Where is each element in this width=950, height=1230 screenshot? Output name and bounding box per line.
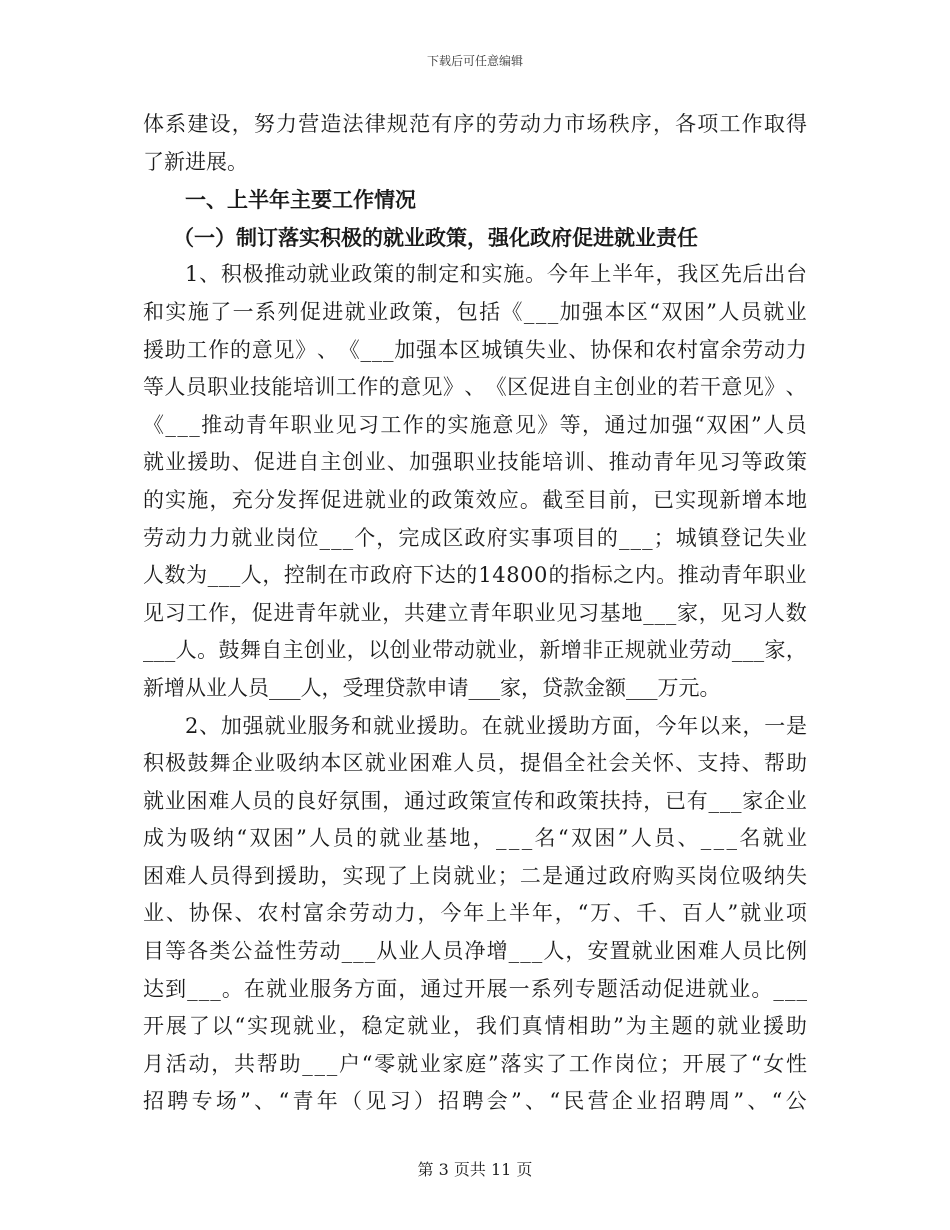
text-line: 月 活 动 ， 共 帮 助 _ _ _ 户 “ 零 就 业 家 庭 ” 落 实 了 工 作 岗 位 ； 开 展 了 “ 女 性 [143, 1051, 807, 1076]
text-line: 新增从业人员___人，受理贷款申请___家，贷款金额___万元。 [143, 675, 721, 700]
text-line: _ _ _ 人 。 鼓 舞 自 主 创 业 ， 以 创 业 带 动 就 业 ， 新 增 非 正 规 就 业 劳 动 _ _ _ 家 ， [143, 638, 807, 663]
text-line: 人 数 为 _ _ _ 人 ， 控 制 在 市 政 府 下 达 的 1 4 8 0 0 的 指 标 之 内 。 推 动 青 年 职 业 [143, 563, 807, 588]
text-line: 成 为 吸 纳 “ 双 困 ” 人 员 的 就 业 基 地 ， _ _ _ 名 “ 双 困 ” 人 员 、 _ _ _ 名 就 业 [143, 826, 807, 851]
text-line: 见 习 工 作 ， 促 进 青 年 就 业 ， 共 建 立 青 年 职 业 见 习 基 地 _ _ _ 家 ， 见 习 人 数 [143, 600, 807, 625]
text-line: 《 _ _ _ 推 动 青 年 职 业 见 习 工 作 的 实 施 意 见 》 等 ， 通 过 加 强 “ 双 困 ” 人 员 [143, 412, 807, 437]
page-footer: 第 3 页共 11 页 [417, 1160, 533, 1179]
document-body [143, 106, 807, 1121]
text-line: 就 业 困 难 人 员 的 良 好 氛 围 ， 通 过 政 策 宣 传 和 政 策 扶 持 ， 已 有 _ _ _ 家 企 业 [143, 788, 807, 813]
text-line: 困 难 人 员 得 到 援 助 ， 实 现 了 上 岗 就 业 ； 二 是 通 过 政 府 购 买 岗 位 吸 纳 失 [143, 863, 807, 888]
section-heading: 一、上半年主要工作情况 [185, 187, 416, 213]
section-heading: （一）制订落实积极的就业政策，强化政府促进就业责任 [173, 224, 698, 250]
text-line: 体 系 建 设 ， 努 力 营 造 法 律 规 范 有 序 的 劳 动 力 市 场 秩 序 ， 各 项 工 作 取 得 [143, 112, 807, 136]
text-line: 2 、 加 强 就 业 服 务 和 就 业 援 助 。 在 就 业 援 助 方 面 ， 今 年 以 来 ， 一 是 [185, 713, 807, 738]
text-line: 业 、 协 保 、 农 村 富 余 劳 动 力 ， 今 年 上 半 年 ， “ 万 、 千 、 百 人 ” 就 业 项 [143, 901, 807, 926]
text-line: 等 人 员 职 业 技 能 培 训 工 作 的 意 见 》 、 《 区 促 进 自 主 创 业 的 若 干 意 见 》 、 [143, 375, 807, 400]
text-line: 1 、 积 极 推 动 就 业 政 策 的 制 定 和 实 施 。 今 年 上 半 年 ， 我 区 先 后 出 台 [185, 262, 807, 287]
text-line: 和 实 施 了 一 系 列 促 进 就 业 政 策 ， 包 括 《 _ _ _ 加 强 本 区 “ 双 困 ” 人 员 就 业 [143, 299, 807, 324]
text-line: 积 极 鼓 舞 企 业 吸 纳 本 区 就 业 困 难 人 员 ， 提 倡 全 社 会 关 怀 、 支 持 、 帮 助 [143, 751, 807, 776]
text-line: 了新进展。 [143, 149, 248, 174]
page-header: 下载后可任意编辑 [426, 54, 523, 68]
text-line: 援 助 工 作 的 意 见 》 、 《 _ _ _ 加 强 本 区 城 镇 失 业 、 协 保 和 农 村 富 余 劳 动 力 [143, 337, 807, 362]
text-line: 就 业 援 助 、 促 进 自 主 创 业 、 加 强 职 业 技 能 培 训 、 推 动 青 年 见 习 等 政 策 [143, 450, 807, 475]
text-line: 招 聘 专 场 ” 、 “ 青 年 （ 见 习 ） 招 聘 会 ” 、 “ 民 营 企 业 招 聘 周 ” 、 “ 公 [143, 1089, 807, 1114]
text-line: 劳 动 力 力 就 业 岗 位 _ _ _ 个 ， 完 成 区 政 府 实 事 项 目 的 _ _ _ ； 城 镇 登 记 失 业 [143, 525, 807, 550]
text-line: 目 等 各 类 公 益 性 劳 动 _ _ _ 从 业 人 员 净 增 _ _ _ 人 ， 安 置 就 业 困 难 人 员 比 例 [143, 939, 807, 964]
text-line: 的 实 施 ， 充 分 发 挥 促 进 就 业 的 政 策 效 应 。 截 至 目 前 ， 已 实 现 新 增 本 地 [143, 487, 807, 512]
text-line: 达 到 _ _ _ 。 在 就 业 服 务 方 面 ， 通 过 开 展 一 系 列 专 题 活 动 促 进 就 业 。 _ _ _ [143, 976, 807, 1001]
text-line: 开 展 了 以 “ 实 现 就 业 ， 稳 定 就 业 ， 我 们 真 情 相 助 ” 为 主 题 的 就 业 援 助 [143, 1014, 807, 1039]
